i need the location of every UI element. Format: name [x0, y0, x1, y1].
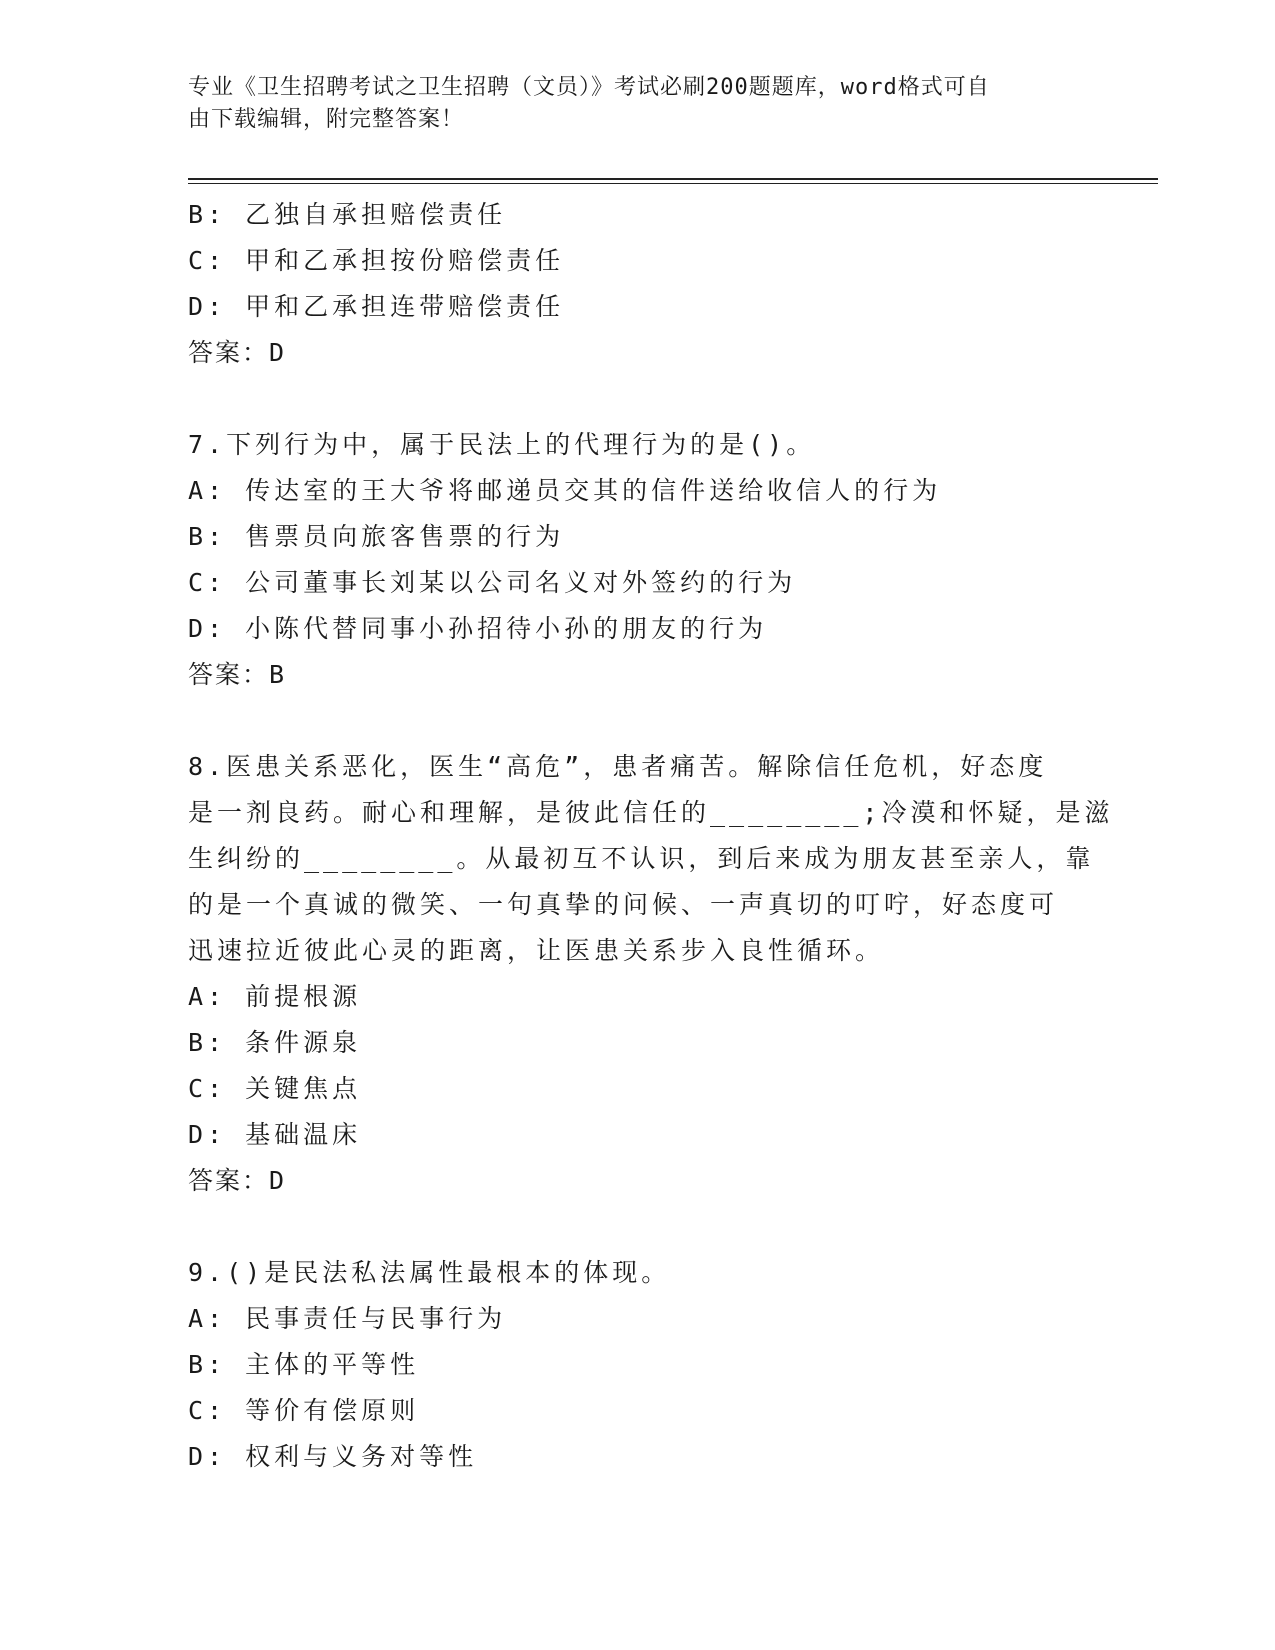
q9-option-d: D: 权利与义务对等性	[188, 1442, 478, 1471]
question-9	[188, 1250, 1088, 1480]
q8-option-d: D: 基础温床	[188, 1120, 362, 1149]
q7-question: 7.下列行为中，属于民法上的代理行为的是()。	[188, 430, 816, 459]
spacer	[188, 376, 1088, 422]
question-8	[188, 744, 1114, 1204]
q8-question-line-3: 生纠纷的________。从最初互不认识，到后来成为朋友甚至亲人，靠	[188, 844, 1095, 873]
spacer	[188, 698, 1088, 744]
q8-option-a: A: 前提根源	[188, 982, 362, 1011]
q8-option-b: B: 条件源泉	[188, 1028, 362, 1057]
q6-option-b: B: 乙独自承担赔偿责任	[188, 200, 507, 229]
question-6	[188, 192, 1088, 376]
q7-answer: 答案：B	[188, 660, 287, 689]
q9-option-c: C: 等价有偿原则	[188, 1396, 420, 1425]
q7-option-d: D: 小陈代替同事小孙招待小孙的朋友的行为	[188, 614, 768, 643]
q8-option-c: C: 关键焦点	[188, 1074, 362, 1103]
q7-option-b: B: 售票员向旅客售票的行为	[188, 522, 565, 551]
q6-option-c: C: 甲和乙承担按份赔偿责任	[188, 246, 565, 275]
q7-option-a: A: 传达室的王大爷将邮递员交其的信件送给收信人的行为	[188, 476, 942, 505]
q8-question-line-5: 迅速拉近彼此心灵的距离，让医患关系步入良性循环。	[188, 936, 885, 965]
q8-answer: 答案：D	[188, 1166, 287, 1195]
q9-question: 9.()是民法私法属性最根本的体现。	[188, 1258, 671, 1287]
q6-answer: 答案：D	[188, 338, 287, 367]
q9-option-a: A: 民事责任与民事行为	[188, 1304, 507, 1333]
q8-question-line-2: 是一剂良药。耐心和理解，是彼此信任的________;冷漠和怀疑，是滋	[188, 798, 1114, 827]
q9-option-b: B: 主体的平等性	[188, 1350, 420, 1379]
header-title-line-1: 专业《卫生招聘考试之卫生招聘（文员）》考试必刷200题题库，word格式可自	[188, 75, 990, 100]
document-header	[188, 72, 1068, 136]
spacer	[188, 1204, 1088, 1250]
header-title-line-2: 由下载编辑，附完整答案！	[188, 107, 465, 132]
question-7	[188, 422, 1088, 698]
header-divider	[188, 178, 1158, 184]
q8-question-line-4: 的是一个真诚的微笑、一句真挚的问候、一声真切的叮咛，好态度可	[188, 890, 1059, 919]
q7-option-c: C: 公司董事长刘某以公司名义对外签约的行为	[188, 568, 797, 597]
q8-question-line-1: 8.医患关系恶化，医生“高危”，患者痛苦。解除信任危机，好态度	[188, 752, 1048, 781]
question-content	[188, 192, 1114, 1480]
q6-option-d: D: 甲和乙承担连带赔偿责任	[188, 292, 565, 321]
